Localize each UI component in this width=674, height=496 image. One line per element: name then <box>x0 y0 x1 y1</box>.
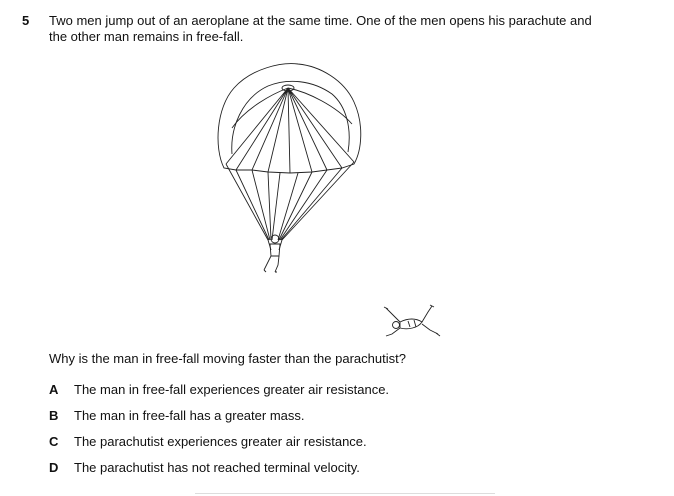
question-stem <box>49 13 649 45</box>
question-prompt: Why is the man in free-fall moving faster than the parachutist? <box>49 351 406 366</box>
option-text: The parachutist has not reached terminal velocity. <box>74 460 360 475</box>
option-text: The parachutist experiences greater air resistance. <box>74 434 367 449</box>
stem-line-1: Two men jump out of an aeroplane at the same time. One of the men opens his parachute and <box>49 13 592 28</box>
option-letter: C <box>49 434 59 449</box>
option-letter: B <box>49 408 59 423</box>
bottom-divider <box>195 493 495 494</box>
free-fall-man-illustration <box>378 300 446 342</box>
option-text: The man in free-fall has a greater mass. <box>74 408 305 423</box>
question-number: 5 <box>22 13 30 28</box>
option-text: The man in free-fall experiences greater air resistance. <box>74 382 390 397</box>
stem-line-2: the other man remains in free-fall. <box>49 29 244 44</box>
option-letter: D <box>49 460 59 475</box>
parachutist-illustration <box>212 58 368 278</box>
option-letter: A <box>49 382 59 397</box>
